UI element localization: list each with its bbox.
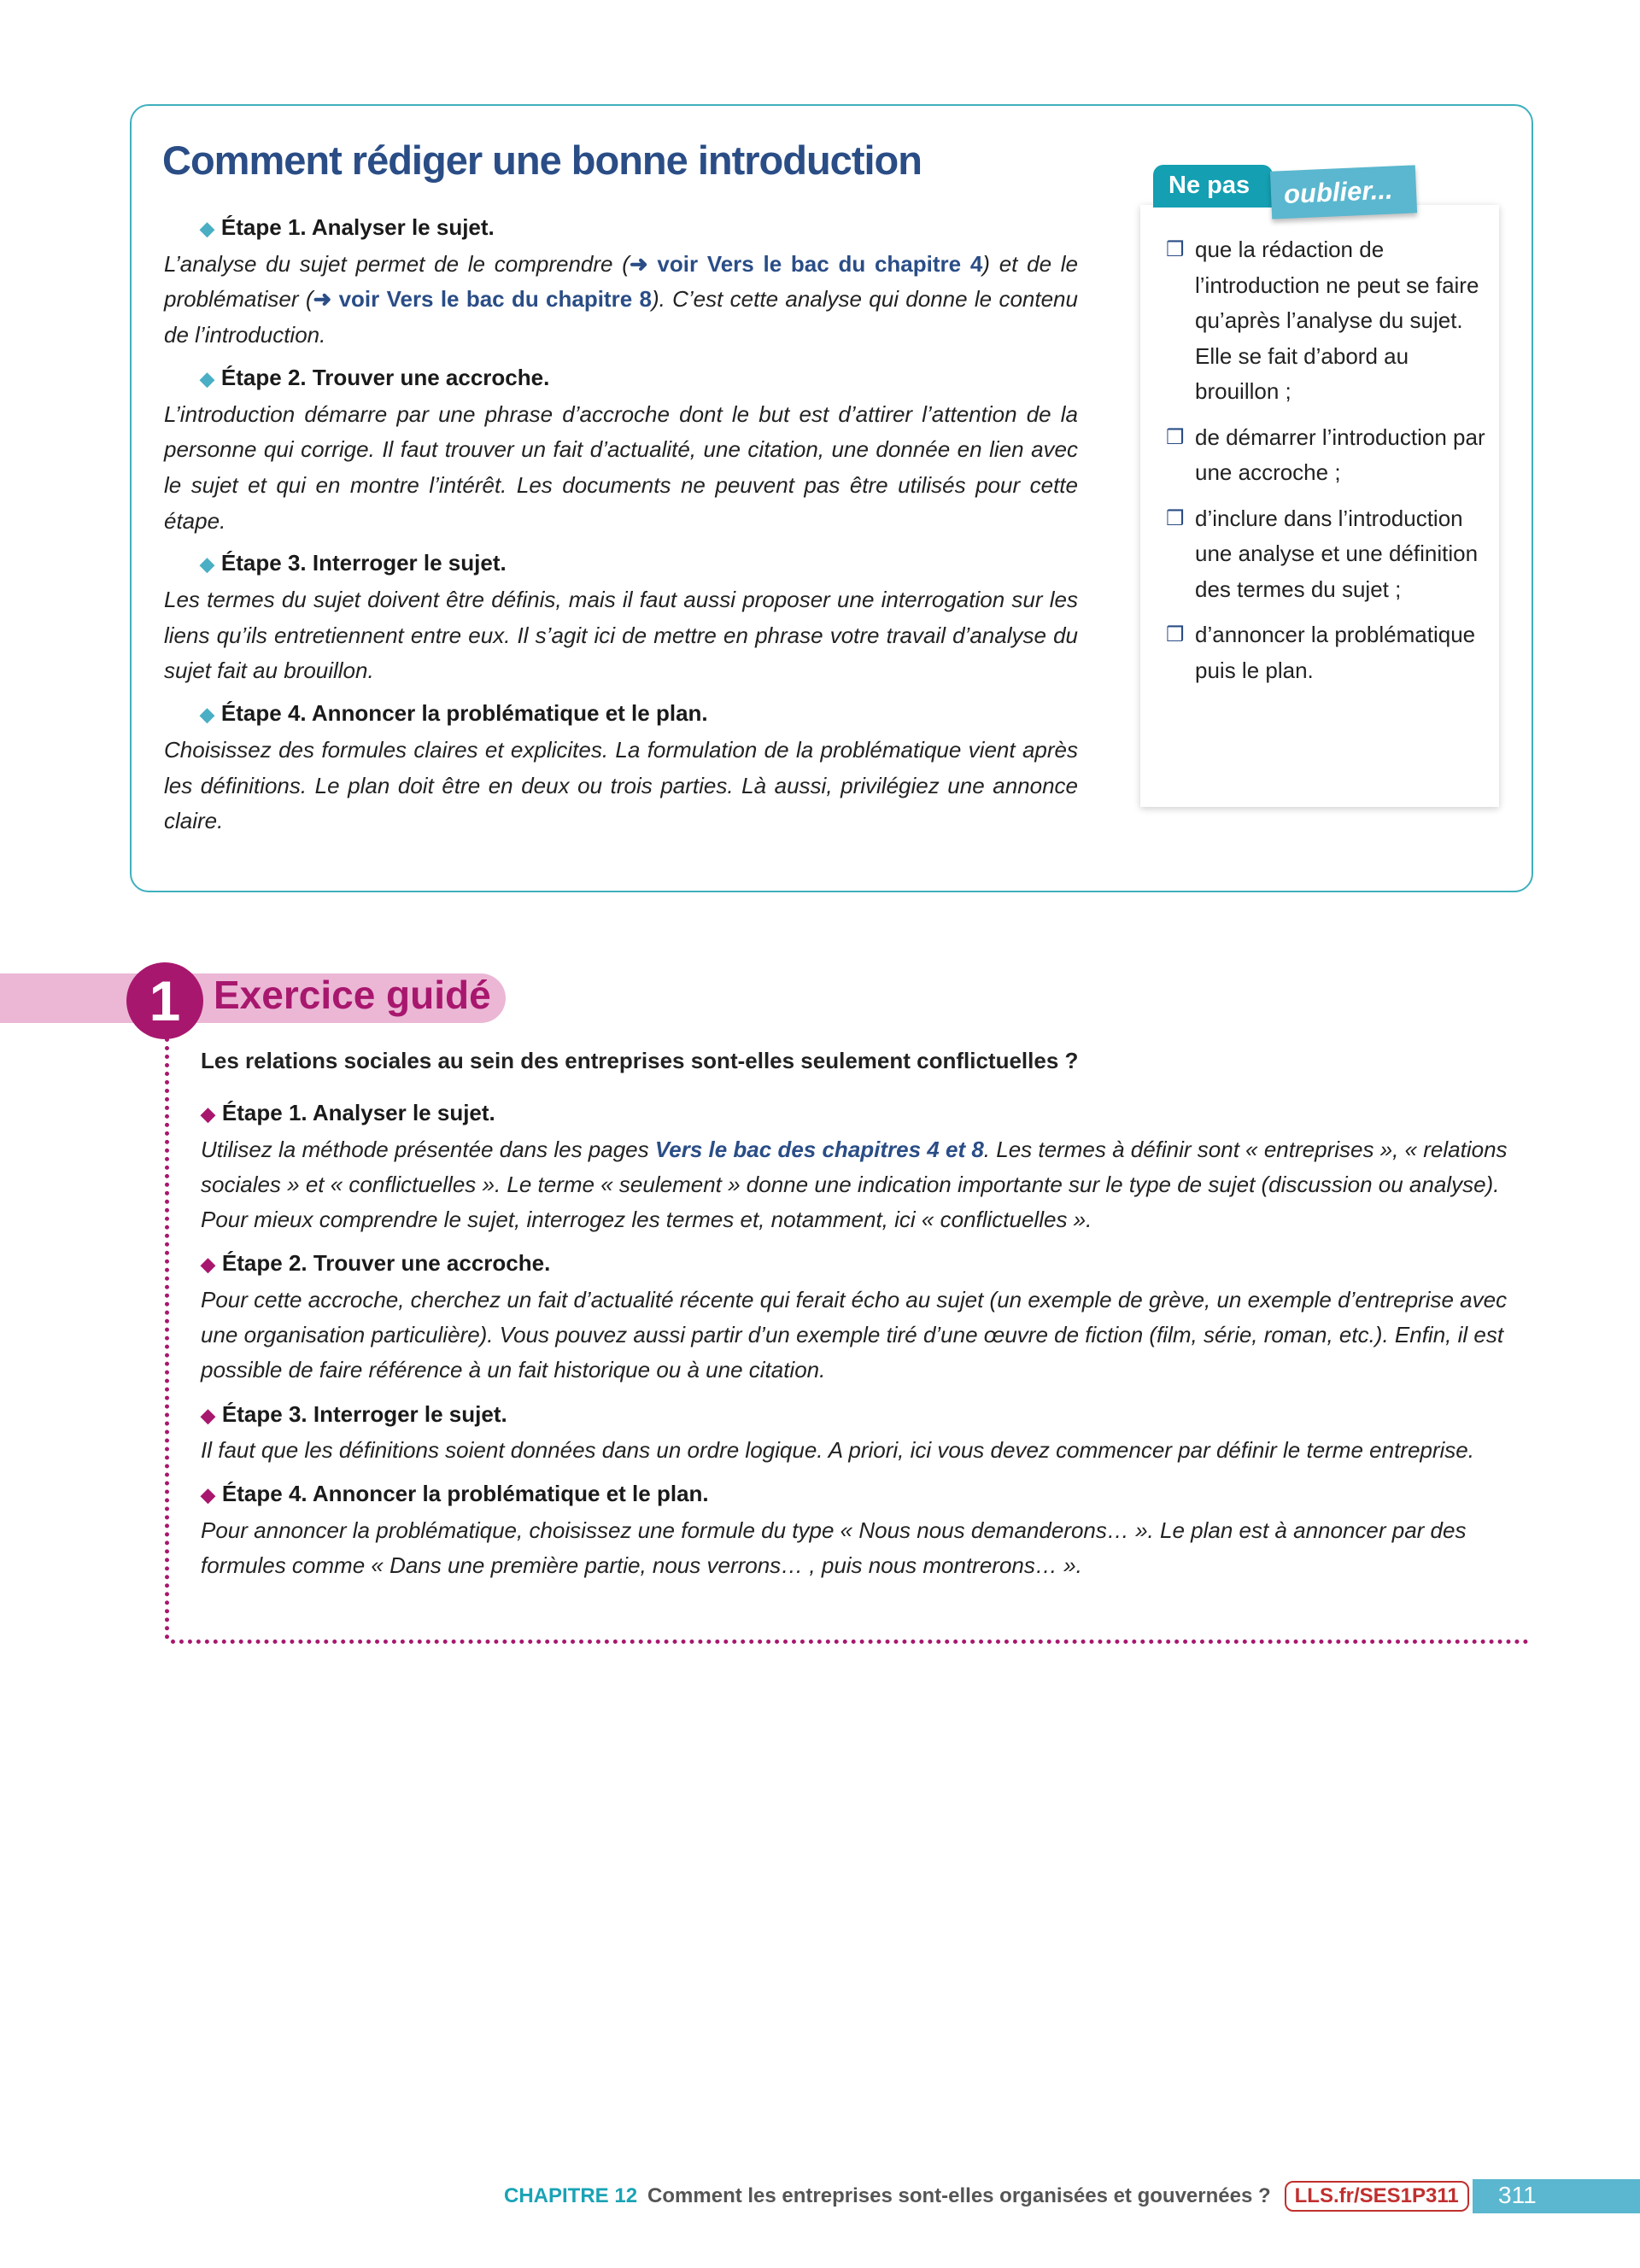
method-step-text: Les termes du sujet doivent être définis, mais il faut aussi proposer une interrogation sur les liens qu’ils entretiennent entre eux. Il s’agit ici de mettre en phrase votre travail d’analyse du sujet fait au brouillon. bbox=[164, 587, 1078, 684]
exercise-step-text: Pour cette accroche, cherchez un fait d’actualité récente qui ferait écho au sujet (un exemple de grève, un exemple d’entreprise avec une organisation particulière). Vous pouvez aussi partir d’un exemple tiré d’une œuvre de fiction (film, série, roman, etc.). Enfin, il est possible de faire référence à un fait historique ou à une citation. bbox=[201, 1286, 1508, 1383]
diamond-icon: ◆ bbox=[201, 1484, 215, 1506]
method-step-heading: ◆ Étape 3. Interroger le sujet. bbox=[200, 550, 507, 576]
method-steps bbox=[164, 203, 1078, 839]
method-step-text: L’analyse du sujet permet de le comprendre (➜ voir Vers le bac du chapitre 4) et de le problématiser (➜ voir Vers le bac du chapitre 8). C’est cette analyse qui donne le contenu de l’introduction. bbox=[164, 250, 1078, 348]
link-chapitre-8[interactable]: ➜ voir Vers le bac du chapitre 8 bbox=[313, 286, 652, 313]
exercise-step-heading: ◆ Étape 3. Interroger le sujet. bbox=[201, 1400, 507, 1427]
exercise-body bbox=[201, 1043, 1525, 1583]
diamond-icon: ◆ bbox=[200, 218, 214, 239]
footer-chapter: CHAPITRE 12 bbox=[504, 2184, 638, 2207]
exercise-step-text: Pour annoncer la problématique, choisissez une formule du type « Nous nous demanderons… ». Le plan est à annoncer par des formules comme « Dans une première partie, nous verrons… , puis nous montrerons… ». bbox=[201, 1517, 1467, 1578]
method-step-text: L’introduction démarre par une phrase d’accroche dont le but est d’attirer l’attention de la personne qui corrige. Il faut trouver un fait d’actualité, une citation, une donnée en lien avec le sujet et qui en montre l’intérêt. Les documents ne peuvent pas être utilisés pour cette étape. bbox=[164, 400, 1078, 534]
diamond-icon: ◆ bbox=[200, 704, 214, 726]
method-title: Comment rédiger une bonne introduction bbox=[162, 137, 922, 183]
page-footer bbox=[504, 2179, 1469, 2213]
method-step-heading: ◆ Étape 2. Trouver une accroche. bbox=[200, 364, 550, 390]
exercise-step-text: Utilisez la méthode présentée dans les pages Vers le bac des chapitres 4 et 8. Les termes à définir sont « entreprises », « relations sociales » et « conflictuelles ». Le terme « seulement » donne une indication importante sur le type de sujet (discussion ou analyse). Pour mieux comprendre le sujet, interrogez les termes et, notamment, ici « conflictuelles ». bbox=[201, 1136, 1508, 1233]
checkbox-icon: ❒ bbox=[1166, 506, 1185, 530]
link-chapitre-4[interactable]: ➜ voir Vers le bac du chapitre 4 bbox=[629, 250, 983, 277]
footer-title: Comment les entreprises sont-elles organisées et gouvernées ? bbox=[647, 2184, 1271, 2207]
exercise-number: 1 bbox=[126, 962, 203, 1039]
list-item: ❒ que la rédaction de l’introduction ne peut se faire qu’après l’analyse du sujet. Elle se fait d’abord au brouillon ; bbox=[1166, 232, 1491, 410]
exercise-title: Exercice guidé bbox=[214, 973, 491, 1017]
checkbox-icon: ❒ bbox=[1166, 623, 1185, 646]
footer-link[interactable]: LLS.fr/SES1P311 bbox=[1285, 2181, 1469, 2212]
diamond-icon: ◆ bbox=[201, 1254, 215, 1276]
reminder-list bbox=[1166, 232, 1491, 699]
exercise-step-text: Il faut que les définitions soient données dans un ordre logique. A priori, ici vous devez commencer par définir le terme entreprise. bbox=[201, 1436, 1474, 1463]
diamond-icon: ◆ bbox=[200, 367, 214, 389]
dotted-border-bottom bbox=[171, 1640, 1529, 1644]
exercise-step-heading: ◆ Étape 4. Annoncer la problématique et le plan. bbox=[201, 1481, 709, 1507]
diamond-icon: ◆ bbox=[200, 553, 214, 576]
list-item: ❒ d’annoncer la problématique puis le plan. bbox=[1166, 617, 1491, 688]
exercise-step-heading: ◆ Étape 2. Trouver une accroche. bbox=[201, 1250, 551, 1277]
list-item: ❒ d’inclure dans l’introduction une analyse et une définition des termes du sujet ; bbox=[1166, 501, 1491, 608]
list-item: ❒ de démarrer l’introduction par une accroche ; bbox=[1166, 420, 1491, 491]
page-number: 311 bbox=[1473, 2179, 1640, 2213]
dotted-border bbox=[165, 1038, 169, 1640]
checkbox-icon: ❒ bbox=[1166, 425, 1185, 449]
exercise-step-heading: ◆ Étape 1. Analyser le sujet. bbox=[201, 1100, 495, 1126]
reminder-tab-label: Ne pas bbox=[1153, 165, 1273, 208]
checkbox-icon: ❒ bbox=[1166, 238, 1185, 261]
reminder-tab-label-2: oublier... bbox=[1270, 165, 1417, 219]
diamond-icon: ◆ bbox=[201, 1103, 215, 1125]
method-step-text: Choisissez des formules claires et explicites. La formulation de la problématique vient après les définitions. Le plan doit être en deux ou trois parties. Là aussi, privilégiez une annonce claire. bbox=[164, 736, 1078, 834]
method-step-heading: ◆ Étape 1. Analyser le sujet. bbox=[200, 214, 495, 240]
method-step-heading: ◆ Étape 4. Annoncer la problématique et le plan. bbox=[200, 700, 708, 727]
diamond-icon: ◆ bbox=[201, 1404, 215, 1426]
link-vers-le-bac[interactable]: Vers le bac des chapitres 4 et 8 bbox=[654, 1136, 984, 1162]
exercise-question: Les relations sociales au sein des entreprises sont-elles seulement conflictuelles ? bbox=[201, 1048, 1079, 1073]
